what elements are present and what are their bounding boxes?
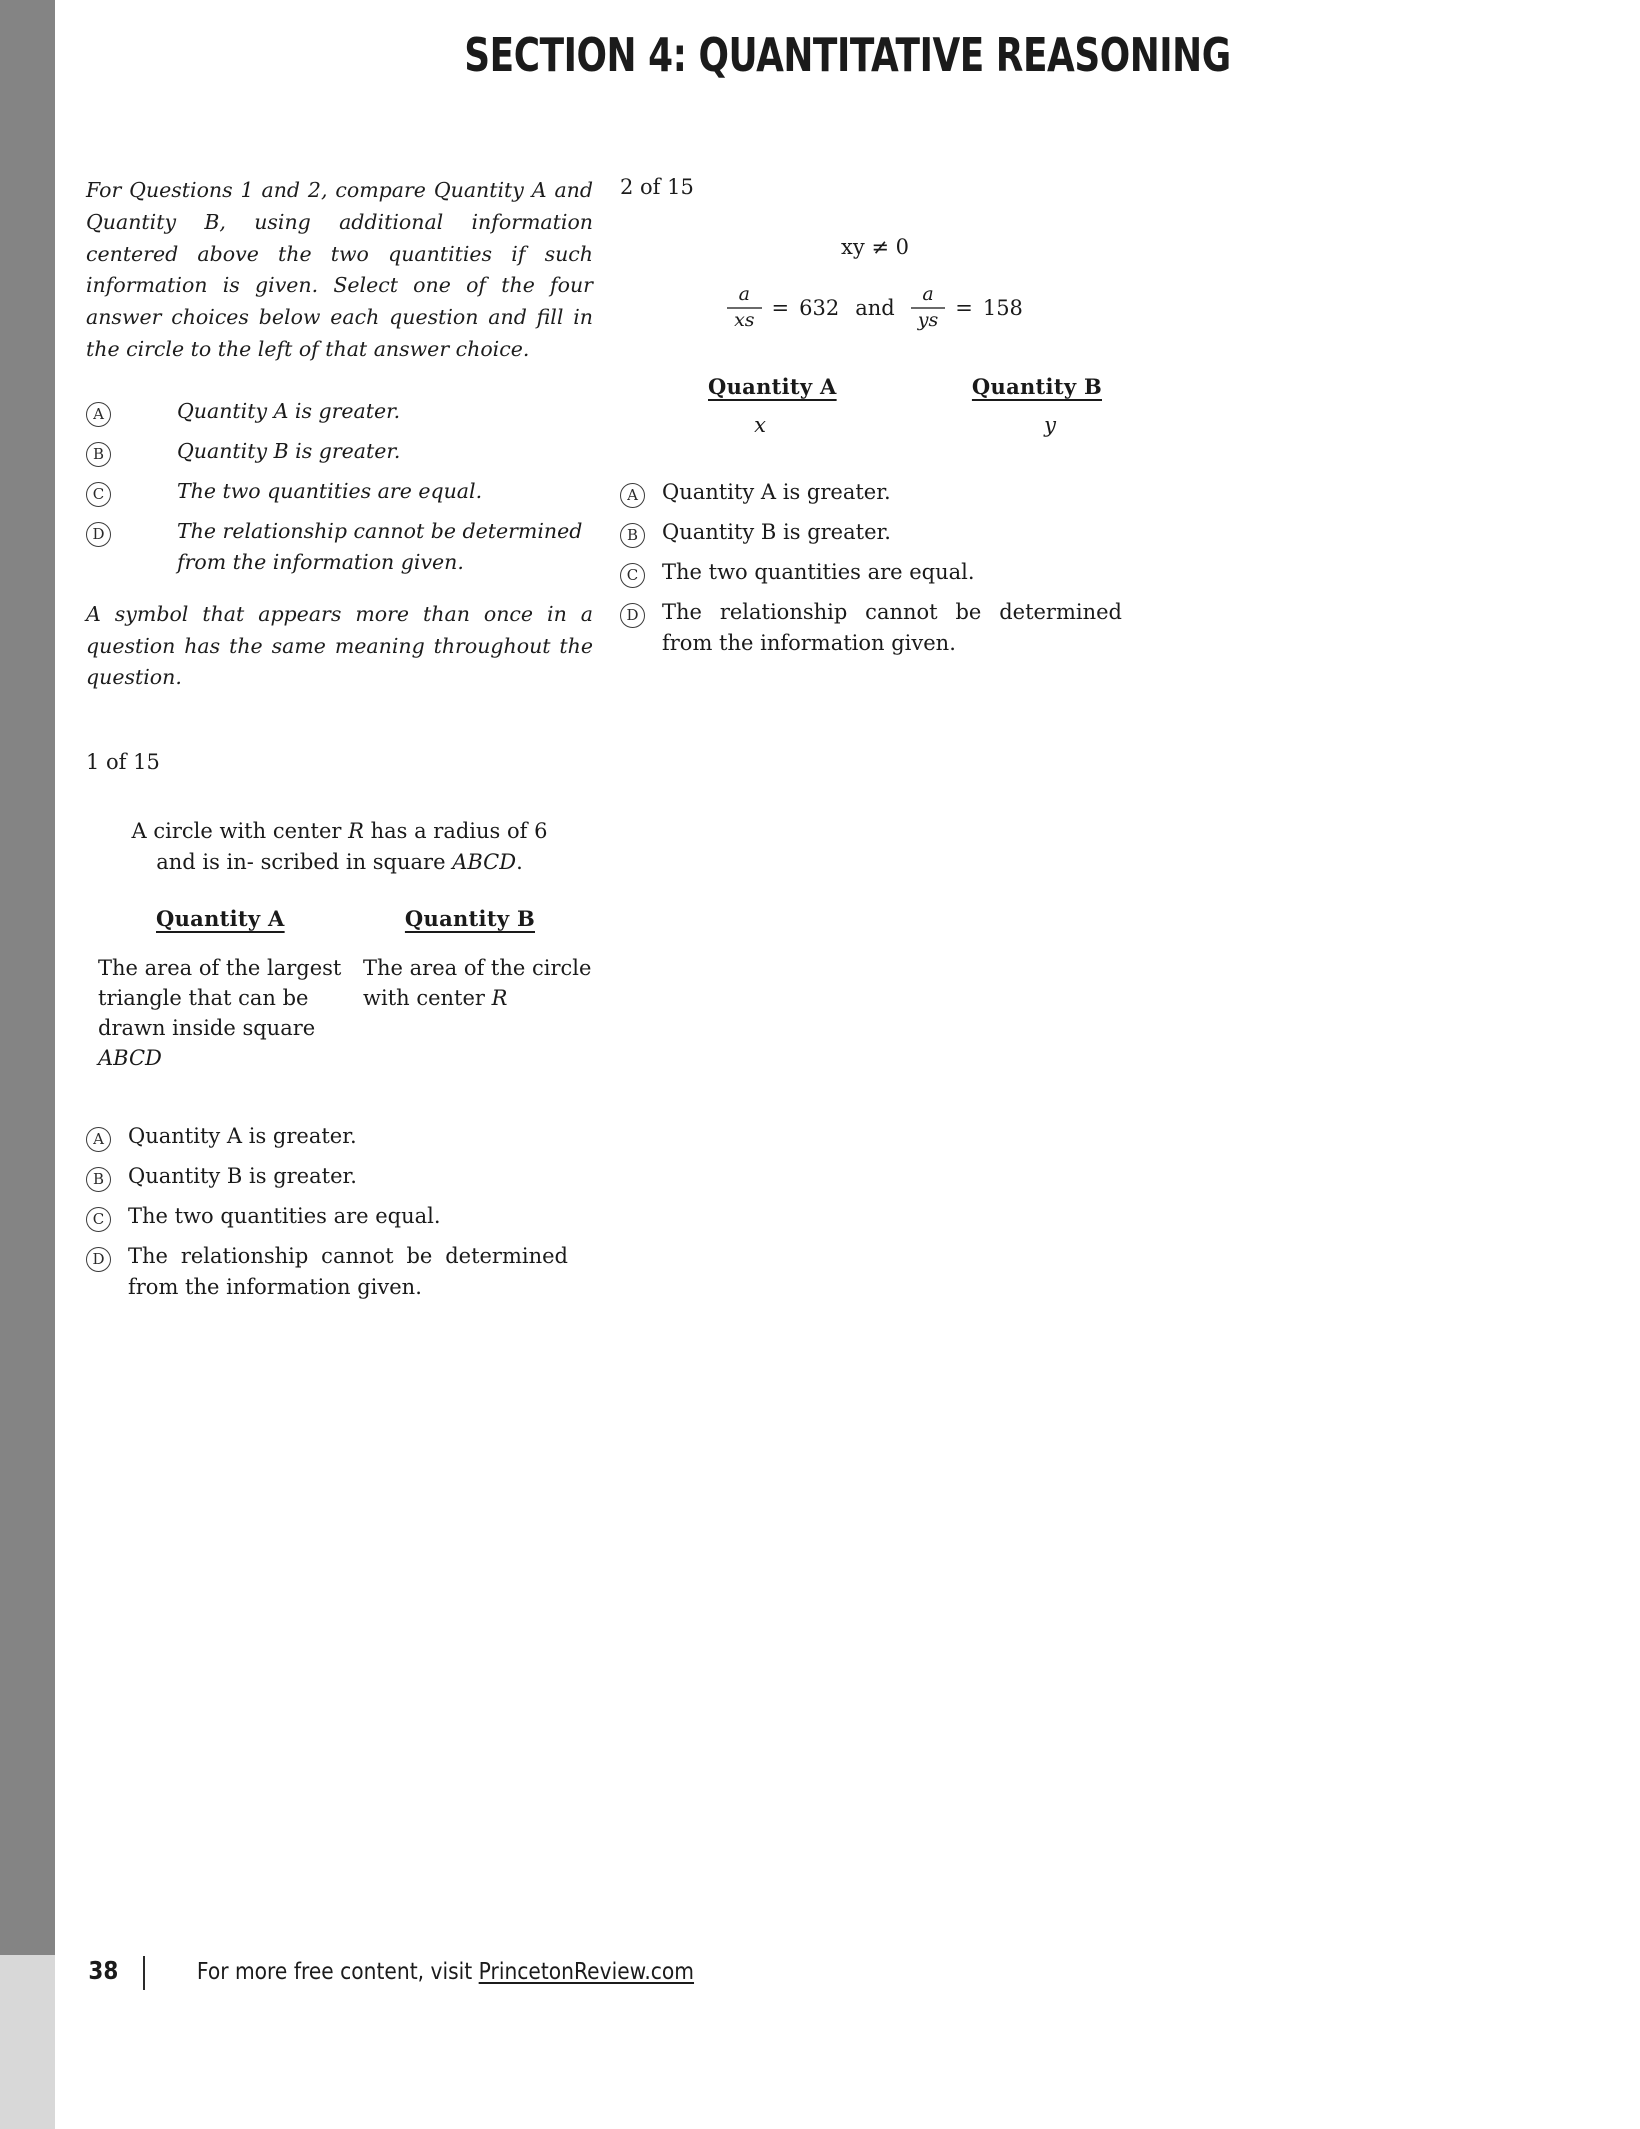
question-2-fraction-2: [911, 285, 945, 330]
question-2-choice-d-label: The relationship cannot be determined from the information given.: [662, 600, 1122, 656]
question-2-choice-list: [620, 477, 1130, 659]
choice-bubble-c-icon[interactable]: C: [86, 1207, 111, 1232]
question-2-choice-a[interactable]: [620, 477, 1130, 508]
choice-bubble-b-icon[interactable]: B: [86, 442, 111, 467]
footer-message: [197, 1959, 694, 1985]
question-2-quantity-values: [620, 413, 1130, 437]
question-1-quantity-a-text: [86, 953, 348, 1073]
question-2-choice-a-label: Quantity A is greater.: [662, 480, 891, 505]
question-1-quantity-a-heading: Quantity A: [156, 906, 285, 932]
choice-bubble-c-icon[interactable]: C: [86, 482, 111, 507]
question-1-choice-a-label: Quantity A is greater.: [128, 1124, 357, 1149]
question-1-quantity-b-text: [363, 953, 593, 1013]
question-1-choice-b-label: Quantity B is greater.: [128, 1164, 357, 1189]
question-2-equals-1: =: [771, 295, 790, 320]
question-2-choice-b-label: Quantity B is greater.: [662, 520, 891, 545]
question-2-quantity-a-heading: Quantity A: [708, 374, 837, 400]
question-2-conjunction: and: [855, 295, 895, 320]
question-1-number: 1 of 15: [86, 750, 160, 775]
question-1-choice-list: [86, 1121, 593, 1303]
footer-divider: [143, 1956, 145, 1990]
question-2-value-2: 158: [982, 295, 1023, 320]
question-2-equations: [620, 285, 1130, 330]
choice-bubble-c-icon[interactable]: C: [620, 563, 645, 588]
directions-choice-list: [86, 396, 593, 578]
choice-bubble-a-icon[interactable]: A: [86, 1127, 111, 1152]
question-1-choice-d[interactable]: [86, 1241, 593, 1303]
question-2-quantity-b-heading: Quantity B: [971, 374, 1102, 400]
choice-bubble-b-icon[interactable]: B: [86, 1167, 111, 1192]
question-1-stem: [86, 816, 593, 878]
footer-page-number: 38: [88, 1956, 119, 1985]
question-1-quantity-bodies: [86, 953, 593, 1073]
question-1-choice-c-label: The two quantities are equal.: [128, 1204, 441, 1229]
question-2-quantity-headings: [620, 374, 1130, 399]
question-1-stem-part3: scribed in square: [260, 850, 453, 875]
question-2-choice-b[interactable]: [620, 517, 1130, 548]
page-title: SECTION 4: QUANTITATIVE REASONING: [464, 28, 1231, 82]
choice-bubble-d-icon[interactable]: D: [620, 603, 645, 628]
question-1-choice-b[interactable]: [86, 1161, 593, 1192]
choice-bubble-d-icon[interactable]: D: [86, 522, 111, 547]
directions-choice-b-label: Quantity B is greater.: [177, 438, 401, 463]
page-footer: [86, 1956, 728, 1990]
question-1-choice-c[interactable]: [86, 1201, 593, 1232]
footer-website-link[interactable]: PrincetonReview.com: [478, 1959, 694, 1985]
directions-choice-b[interactable]: [86, 436, 593, 467]
choice-bubble-a-icon[interactable]: A: [86, 402, 111, 427]
directions-choice-a-label: Quantity A is greater.: [177, 398, 401, 423]
choice-bubble-a-icon[interactable]: A: [620, 483, 645, 508]
directions-choice-c[interactable]: [86, 476, 593, 507]
question-2-fraction-1-numerator: a: [738, 283, 750, 305]
question-2-fraction-1: [727, 285, 761, 330]
question-2-choice-c-label: The two quantities are equal.: [662, 560, 975, 585]
directions-symbol-note: A symbol that appears more than once in a question has the same meaning throughout the question.: [86, 601, 593, 690]
question-1-var-abcd: ABCD: [452, 850, 517, 875]
question-1-quantity-headings: [86, 906, 593, 931]
question-2-value-1: 632: [799, 295, 840, 320]
question-2-number: 2 of 15: [620, 175, 694, 199]
question-1-var-r: R: [348, 819, 364, 844]
choice-bubble-b-icon[interactable]: B: [620, 523, 645, 548]
question-1-quantity-a-text-main: The area of the largest triangle that can be drawn inside square: [98, 956, 342, 1041]
page-gutter-strip-footer: [0, 1955, 55, 2129]
page-gutter-strip: [0, 0, 55, 2129]
question-2-quantity-b-value: y: [1044, 413, 1056, 438]
question-2-condition: xy ≠ 0: [840, 235, 909, 259]
directions-choice-d[interactable]: [86, 516, 593, 578]
page-body: [55, 0, 1640, 2129]
right-column: [620, 175, 1130, 668]
question-1-stem-part2: has a radius of 6 and is in-: [156, 819, 548, 875]
footer-message-text: For more free content, visit: [196, 1959, 479, 1985]
question-2-equals-2: =: [955, 295, 973, 320]
question-2-quantity-a-value: x: [754, 413, 766, 438]
question-1-choice-a[interactable]: [86, 1121, 593, 1152]
directions-choice-d-label: The relationship cannot be determined from the information given.: [177, 518, 583, 574]
question-1-stem-part4: .: [516, 850, 523, 875]
question-2-fraction-2-denominator: ys: [917, 308, 939, 331]
question-1-quantity-b-var: R: [491, 986, 508, 1011]
question-1-quantity-b-heading: Quantity B: [404, 906, 535, 932]
question-2-fraction-1-denominator: xs: [734, 308, 755, 331]
directions-choice-c-label: The two quantities are equal.: [177, 478, 483, 503]
question-1-choice-d-label: The relationship cannot be determined from the information given.: [128, 1244, 568, 1300]
directions-choice-a[interactable]: [86, 396, 593, 427]
choice-bubble-d-icon[interactable]: D: [86, 1247, 111, 1272]
question-1-quantity-a-var: ABCD: [98, 1046, 162, 1071]
question-2-choice-d[interactable]: [620, 597, 1130, 659]
question-1-stem-part1: A circle with center: [131, 819, 349, 844]
left-column: [86, 175, 593, 1312]
directions-paragraph: For Questions 1 and 2, compare Quantity A and Quantity B, using additional information centered above the two quantities if such information is given. Select one of the four answer choices below each question and fill in the circle to the left of that answer choice.: [86, 178, 593, 361]
question-2-fraction-2-numerator: a: [922, 283, 934, 305]
question-1-quantity-b-text-main: The area of the circle with center: [363, 956, 592, 1011]
question-2-choice-c[interactable]: [620, 557, 1130, 588]
